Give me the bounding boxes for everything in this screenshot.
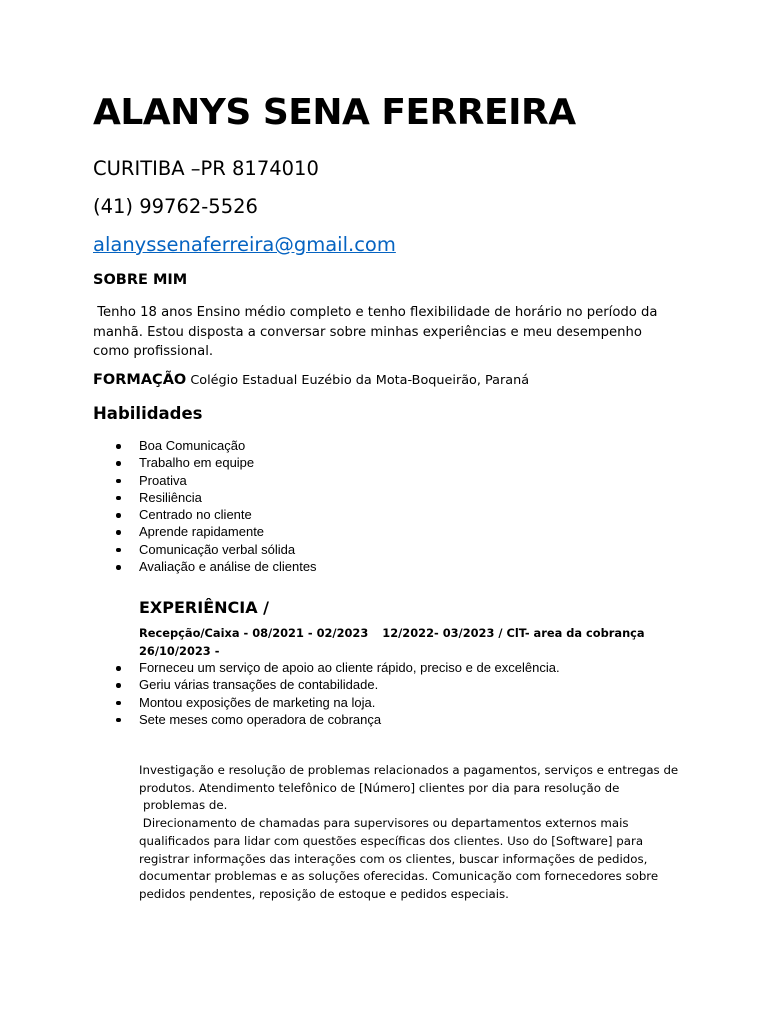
experience-task-list	[93, 659, 560, 728]
email-link[interactable]: alanyssenaferreira@gmail.com	[93, 233, 396, 256]
list-item: Montou exposições de marketing na loja.	[93, 694, 560, 711]
list-item: Avaliação e análise de clientes	[93, 558, 317, 575]
list-item: Trabalho em equipe	[93, 454, 317, 471]
about-heading: SOBRE MIM	[93, 272, 188, 288]
phone-text: (41) 99762-5526	[93, 195, 258, 218]
skills-heading: Habilidades	[93, 404, 203, 423]
experience-role-dates: Recepção/Caixa - 08/2021 - 02/2023	[139, 626, 369, 640]
list-item: Geriu várias transações de contabilidade.	[93, 676, 560, 693]
location-text: CURITIBA –PR 8174010	[93, 157, 319, 180]
list-item: Resiliência	[93, 489, 317, 506]
list-item: Comunicação verbal sólida	[93, 541, 317, 558]
description-paragraph: Investigação e resolução de problemas relacionados a pagamentos, serviços e entregas de produtos. Atendimento telefônico de [Número] clientes por dia para resolução de	[139, 763, 679, 795]
about-text: Tenho 18 anos Ensino médio completo e tenho flexibilidade de horário no período da manhã. Estou disposta a conversar sobre minhas experiências e meu desempenho como profissional.	[93, 305, 662, 359]
skills-list	[93, 437, 317, 575]
list-item: Aprende rapidamente	[93, 523, 317, 540]
description-paragraph-cont: problemas de.	[143, 798, 228, 813]
education-line	[93, 372, 529, 388]
experience-meta	[139, 625, 699, 660]
experience-cobranca-dates: 12/2022- 03/2023 / ClT- area da cobrança 26/10/2023 -	[139, 626, 645, 658]
list-item: Centrado no cliente	[93, 506, 317, 523]
list-item: Sete meses como operadora de cobrança	[93, 711, 560, 728]
education-heading: FORMAÇÃO	[93, 372, 187, 388]
list-item: Proativa	[93, 472, 317, 489]
candidate-name: ALANYS SENA FERREIRA	[93, 92, 576, 133]
list-item: Boa Comunicação	[93, 437, 317, 454]
experience-heading: EXPERIÊNCIA /	[139, 598, 270, 617]
list-item: Forneceu um serviço de apoio ao cliente rápido, preciso e de excelência.	[93, 659, 560, 676]
experience-description	[139, 762, 679, 904]
description-paragraph: Direcionamento de chamadas para supervisores ou departamentos externos mais qualificados para lidar com questões específicas dos clientes. Uso do [Software] para registrar informações das interações com os clientes, buscar informações de pedidos, documentar problemas e as soluções oferecidas. Comunicação com fornecedores sobre pedidos pendentes, reposição de estoque e pedidos especiais.	[139, 816, 662, 901]
education-text: Colégio Estadual Euzébio da Mota-Boqueirão, Paraná	[186, 373, 530, 388]
